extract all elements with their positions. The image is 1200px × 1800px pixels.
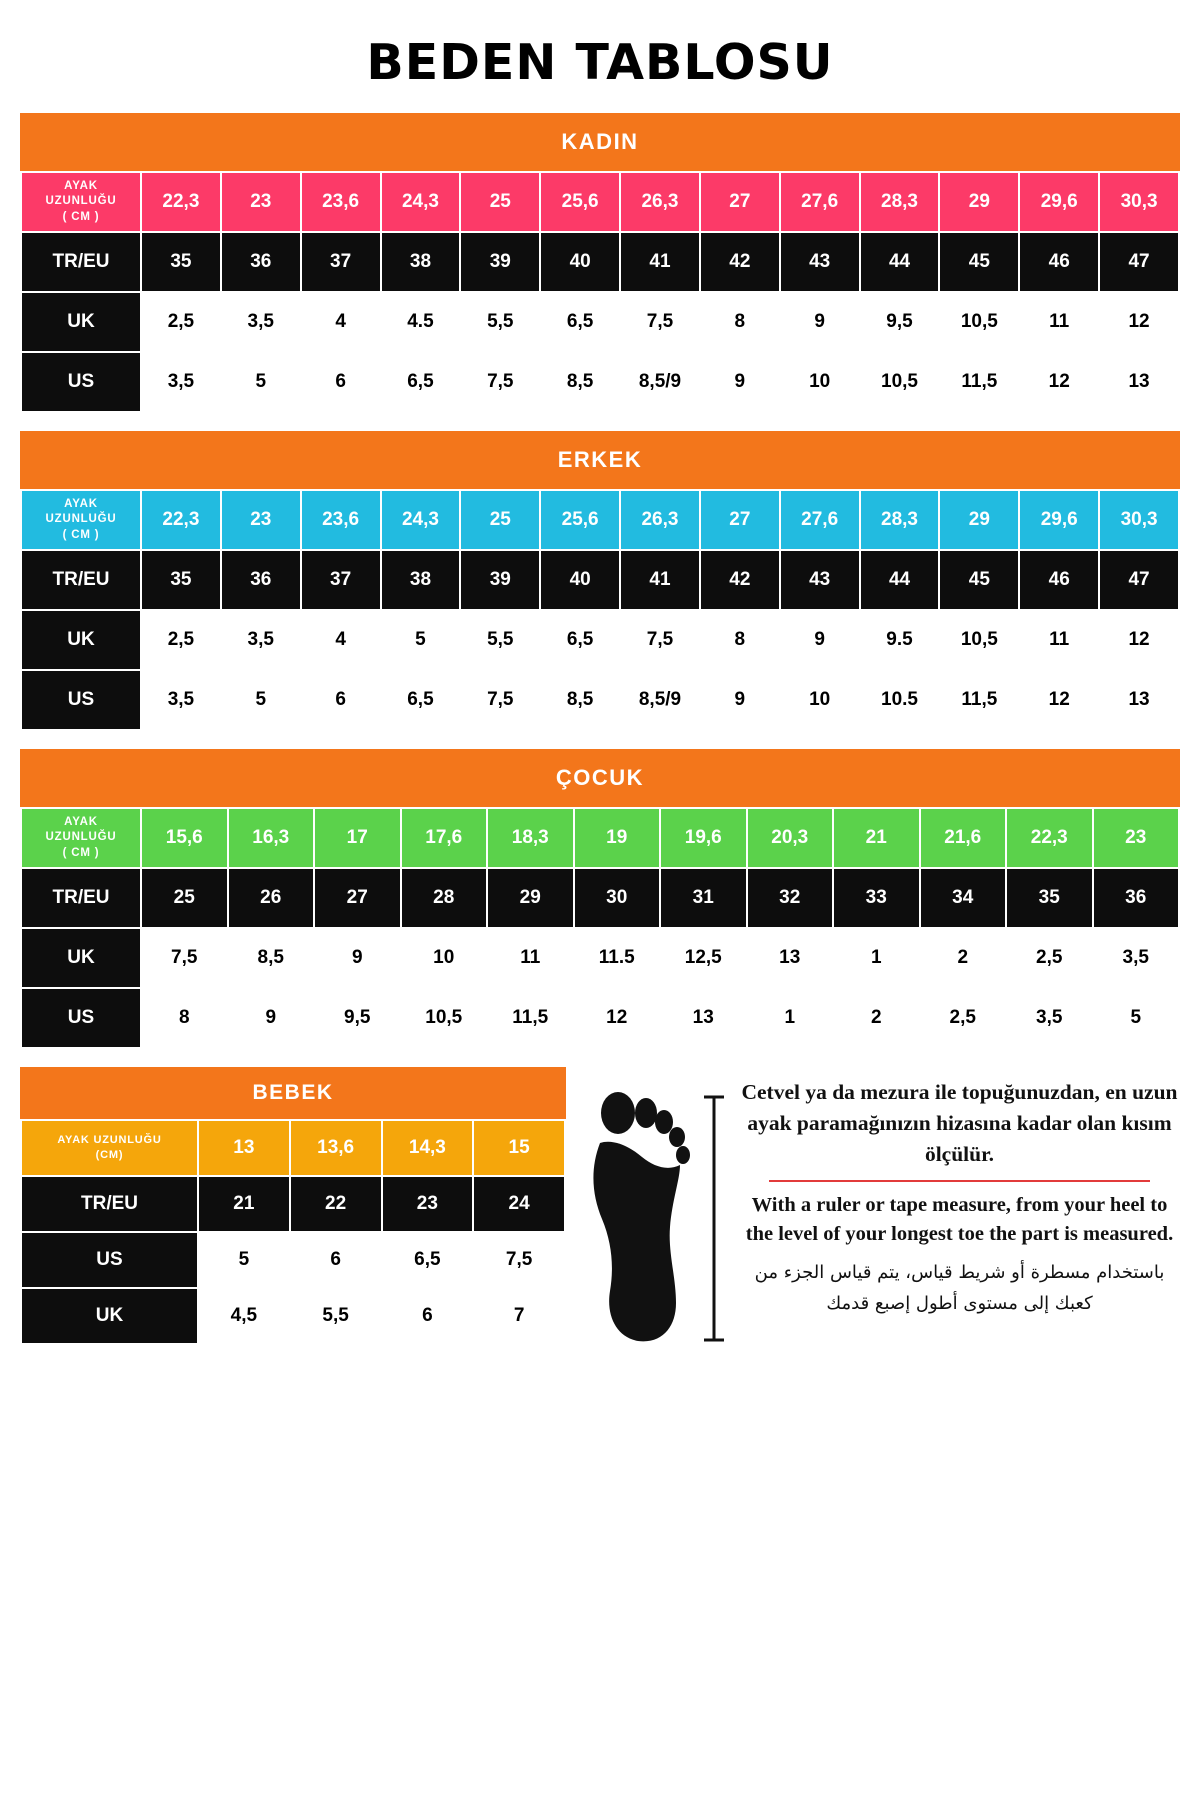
foot-illustration-column <box>576 1077 701 1346</box>
row-label-uk: UK <box>21 1288 198 1344</box>
cell: 10 <box>401 928 488 988</box>
cell: 45 <box>939 232 1019 292</box>
cell: 2,5 <box>141 610 221 670</box>
cell: 35 <box>141 232 221 292</box>
cell: 5 <box>198 1232 290 1288</box>
cell: 26,3 <box>620 490 700 550</box>
cell: 39 <box>460 232 540 292</box>
cell: 7,5 <box>460 352 540 412</box>
row-label-uk: UK <box>21 928 141 988</box>
section-header-kadin: KADIN <box>20 113 1180 171</box>
table-row <box>21 172 1179 232</box>
cell: 13 <box>1099 352 1179 412</box>
cell: 4.5 <box>381 292 461 352</box>
cell: 6 <box>382 1288 474 1344</box>
cell: 12 <box>1019 670 1099 730</box>
cell: 27 <box>700 490 780 550</box>
cell: 5 <box>221 670 301 730</box>
cell: 21 <box>833 808 920 868</box>
cell: 3,5 <box>1093 928 1180 988</box>
bottom-section <box>20 1067 1180 1346</box>
cell: 12 <box>1099 292 1179 352</box>
row-label-tr-eu: TR/EU <box>21 550 141 610</box>
cell: 10 <box>780 670 860 730</box>
cell: 2,5 <box>920 988 1007 1048</box>
cell: 8 <box>700 292 780 352</box>
cell: 11 <box>487 928 574 988</box>
cell: 29,6 <box>1019 490 1099 550</box>
table-row <box>21 1288 565 1344</box>
cell: 5 <box>1093 988 1180 1048</box>
table-row <box>21 928 1179 988</box>
cell: 27,6 <box>780 172 860 232</box>
table-row <box>21 1232 565 1288</box>
cell: 22,3 <box>141 172 221 232</box>
cell: 14,3 <box>382 1120 474 1176</box>
cell: 2 <box>920 928 1007 988</box>
cell: 3,5 <box>221 292 301 352</box>
table-row <box>21 610 1179 670</box>
cell: 6 <box>290 1232 382 1288</box>
cell: 6,5 <box>381 670 461 730</box>
cell: 26 <box>228 868 315 928</box>
cell: 11 <box>1019 292 1099 352</box>
cell: 23 <box>221 490 301 550</box>
instruction-text-column <box>727 1077 1180 1319</box>
table-row <box>21 352 1179 412</box>
table-row <box>21 868 1179 928</box>
cell: 33 <box>833 868 920 928</box>
cell: 16,3 <box>228 808 315 868</box>
cell: 6 <box>301 670 381 730</box>
cell: 13,6 <box>290 1120 382 1176</box>
cell: 11 <box>1019 610 1099 670</box>
cell: 41 <box>620 550 700 610</box>
section-header-erkek: ERKEK <box>20 431 1180 489</box>
row-label-tr-eu: TR/EU <box>21 232 141 292</box>
cell: 8,5/9 <box>620 352 700 412</box>
size-table-erkek <box>20 489 1180 731</box>
cell: 12,5 <box>660 928 747 988</box>
cell: 24,3 <box>381 172 461 232</box>
cell: 6,5 <box>540 610 620 670</box>
cell: 4 <box>301 292 381 352</box>
cell: 46 <box>1019 550 1099 610</box>
table-row <box>21 550 1179 610</box>
cell: 8 <box>700 610 780 670</box>
section-header-bebek: BEBEK <box>20 1067 566 1119</box>
cell: 47 <box>1099 232 1179 292</box>
row-label-tr-eu: TR/EU <box>21 1176 198 1232</box>
section-header-cocuk: ÇOCUK <box>20 749 1180 807</box>
cell: 25 <box>141 868 228 928</box>
cell: 37 <box>301 232 381 292</box>
cell: 11,5 <box>487 988 574 1048</box>
cell: 7,5 <box>141 928 228 988</box>
cell: 7,5 <box>473 1232 565 1288</box>
cell: 9,5 <box>860 292 940 352</box>
section-bebek <box>20 1067 566 1345</box>
measure-ruler-column <box>701 1077 727 1346</box>
cell: 36 <box>221 232 301 292</box>
cell: 23 <box>221 172 301 232</box>
footprint-icon <box>584 1091 694 1346</box>
cell: 5,5 <box>460 292 540 352</box>
size-table-cocuk <box>20 807 1180 1049</box>
cell: 6 <box>301 352 381 412</box>
cell: 6,5 <box>540 292 620 352</box>
cell: 19,6 <box>660 808 747 868</box>
cell: 39 <box>460 550 540 610</box>
row-label-us: US <box>21 352 141 412</box>
cell: 15 <box>473 1120 565 1176</box>
cell: 19 <box>574 808 661 868</box>
cell: 42 <box>700 232 780 292</box>
table-row <box>21 292 1179 352</box>
cell: 13 <box>1099 670 1179 730</box>
size-table-kadin <box>20 171 1180 413</box>
cell: 29 <box>487 868 574 928</box>
cell: 40 <box>540 232 620 292</box>
table-row <box>21 1176 565 1232</box>
cell: 2 <box>833 988 920 1048</box>
cell: 3,5 <box>1006 988 1093 1048</box>
section-cocuk <box>20 749 1180 1049</box>
cell: 7,5 <box>620 292 700 352</box>
cell: 22,3 <box>1006 808 1093 868</box>
page-title: BEDEN TABLOSU <box>366 34 834 91</box>
cell: 43 <box>780 232 860 292</box>
instruction-english: With a ruler or tape measure, from your heel to the level of your longest toe the part is measured. <box>745 1193 1174 1246</box>
cell: 21 <box>198 1176 290 1232</box>
cell: 26,3 <box>620 172 700 232</box>
cell: 5,5 <box>290 1288 382 1344</box>
cell: 12 <box>1019 352 1099 412</box>
cell: 28,3 <box>860 172 940 232</box>
cell: 44 <box>860 232 940 292</box>
size-table-bebek <box>20 1119 566 1345</box>
cell: 11,5 <box>939 352 1019 412</box>
cell: 25,6 <box>540 490 620 550</box>
cell: 6,5 <box>381 352 461 412</box>
cell: 24 <box>473 1176 565 1232</box>
cell: 23 <box>382 1176 474 1232</box>
cell: 8,5 <box>540 352 620 412</box>
cell: 7,5 <box>620 610 700 670</box>
row-label-us: US <box>21 1232 198 1288</box>
cell: 11,5 <box>939 670 1019 730</box>
cell: 8,5/9 <box>620 670 700 730</box>
cell: 3,5 <box>141 352 221 412</box>
table-row <box>21 988 1179 1048</box>
cell: 10,5 <box>939 292 1019 352</box>
table-row <box>21 232 1179 292</box>
cell: 21,6 <box>920 808 1007 868</box>
cell: 36 <box>221 550 301 610</box>
cell: 13 <box>198 1120 290 1176</box>
cell: 7,5 <box>460 670 540 730</box>
cell: 10,5 <box>860 352 940 412</box>
measure-instructions <box>566 1067 1180 1346</box>
cell: 37 <box>301 550 381 610</box>
row-label-foot-length: AYAK UZUNLUĞU ( CM ) <box>21 490 141 550</box>
cell: 27 <box>314 868 401 928</box>
cell: 38 <box>381 550 461 610</box>
cell: 12 <box>1099 610 1179 670</box>
table-row <box>21 670 1179 730</box>
instruction-turkish: Cetvel ya da mezura ile topuğunuzdan, en uzun ayak paramağınızın hizasına kadar olan kısım ölçülür. <box>741 1080 1178 1167</box>
row-label-uk: UK <box>21 292 141 352</box>
cell: 31 <box>660 868 747 928</box>
cell: 46 <box>1019 232 1099 292</box>
cell: 25,6 <box>540 172 620 232</box>
section-kadin <box>20 113 1180 413</box>
cell: 35 <box>1006 868 1093 928</box>
cell: 2,5 <box>1006 928 1093 988</box>
cell: 47 <box>1099 550 1179 610</box>
cell: 1 <box>747 988 834 1048</box>
cell: 29 <box>939 490 1019 550</box>
cell: 13 <box>660 988 747 1048</box>
cell: 10,5 <box>939 610 1019 670</box>
divider <box>769 1180 1150 1182</box>
cell: 30,3 <box>1099 490 1179 550</box>
table-row <box>21 1120 565 1176</box>
row-label-foot-length: AYAK UZUNLUĞU (CM) <box>21 1120 198 1176</box>
cell: 29,6 <box>1019 172 1099 232</box>
cell: 24,3 <box>381 490 461 550</box>
row-label-uk: UK <box>21 610 141 670</box>
cell: 2,5 <box>141 292 221 352</box>
cell: 22,3 <box>141 490 221 550</box>
cell: 25 <box>460 172 540 232</box>
cell: 5 <box>381 610 461 670</box>
cell: 27,6 <box>780 490 860 550</box>
cell: 18,3 <box>487 808 574 868</box>
cell: 45 <box>939 550 1019 610</box>
cell: 20,3 <box>747 808 834 868</box>
cell: 43 <box>780 550 860 610</box>
cell: 5,5 <box>460 610 540 670</box>
cell: 41 <box>620 232 700 292</box>
cell: 15,6 <box>141 808 228 868</box>
cell: 36 <box>1093 868 1180 928</box>
cell: 1 <box>833 928 920 988</box>
cell: 28,3 <box>860 490 940 550</box>
cell: 9 <box>700 352 780 412</box>
cell: 4,5 <box>198 1288 290 1344</box>
instruction-arabic: باستخدام مسطرة أو شريط قياس، يتم قياس الجزء من كعبك إلى مستوى أطول إصبع قدمك <box>754 1261 1165 1314</box>
cell: 10,5 <box>401 988 488 1048</box>
row-label-us: US <box>21 988 141 1048</box>
cell: 9 <box>314 928 401 988</box>
ruler-icon <box>703 1091 725 1346</box>
cell: 9 <box>228 988 315 1048</box>
cell: 8,5 <box>228 928 315 988</box>
cell: 17 <box>314 808 401 868</box>
row-label-us: US <box>21 670 141 730</box>
cell: 27 <box>700 172 780 232</box>
cell: 9 <box>780 292 860 352</box>
cell: 40 <box>540 550 620 610</box>
cell: 22 <box>290 1176 382 1232</box>
cell: 9,5 <box>314 988 401 1048</box>
cell: 3,5 <box>141 670 221 730</box>
table-row <box>21 490 1179 550</box>
row-label-foot-length: AYAK UZUNLUĞU ( CM ) <box>21 808 141 868</box>
cell: 30,3 <box>1099 172 1179 232</box>
cell: 9 <box>780 610 860 670</box>
row-label-tr-eu: TR/EU <box>21 868 141 928</box>
cell: 34 <box>920 868 1007 928</box>
cell: 42 <box>700 550 780 610</box>
cell: 23 <box>1093 808 1180 868</box>
cell: 25 <box>460 490 540 550</box>
cell: 8 <box>141 988 228 1048</box>
cell: 30 <box>574 868 661 928</box>
cell: 9 <box>700 670 780 730</box>
cell: 28 <box>401 868 488 928</box>
cell: 32 <box>747 868 834 928</box>
cell: 3,5 <box>221 610 301 670</box>
cell: 8,5 <box>540 670 620 730</box>
cell: 10.5 <box>860 670 940 730</box>
cell: 23,6 <box>301 490 381 550</box>
cell: 7 <box>473 1288 565 1344</box>
cell: 29 <box>939 172 1019 232</box>
cell: 38 <box>381 232 461 292</box>
cell: 13 <box>747 928 834 988</box>
cell: 10 <box>780 352 860 412</box>
section-erkek <box>20 431 1180 731</box>
cell: 35 <box>141 550 221 610</box>
cell: 44 <box>860 550 940 610</box>
row-label-foot-length: AYAK UZUNLUĞU ( CM ) <box>21 172 141 232</box>
cell: 6,5 <box>382 1232 474 1288</box>
cell: 11.5 <box>574 928 661 988</box>
cell: 9.5 <box>860 610 940 670</box>
cell: 23,6 <box>301 172 381 232</box>
cell: 17,6 <box>401 808 488 868</box>
cell: 4 <box>301 610 381 670</box>
cell: 12 <box>574 988 661 1048</box>
table-row <box>21 808 1179 868</box>
cell: 5 <box>221 352 301 412</box>
